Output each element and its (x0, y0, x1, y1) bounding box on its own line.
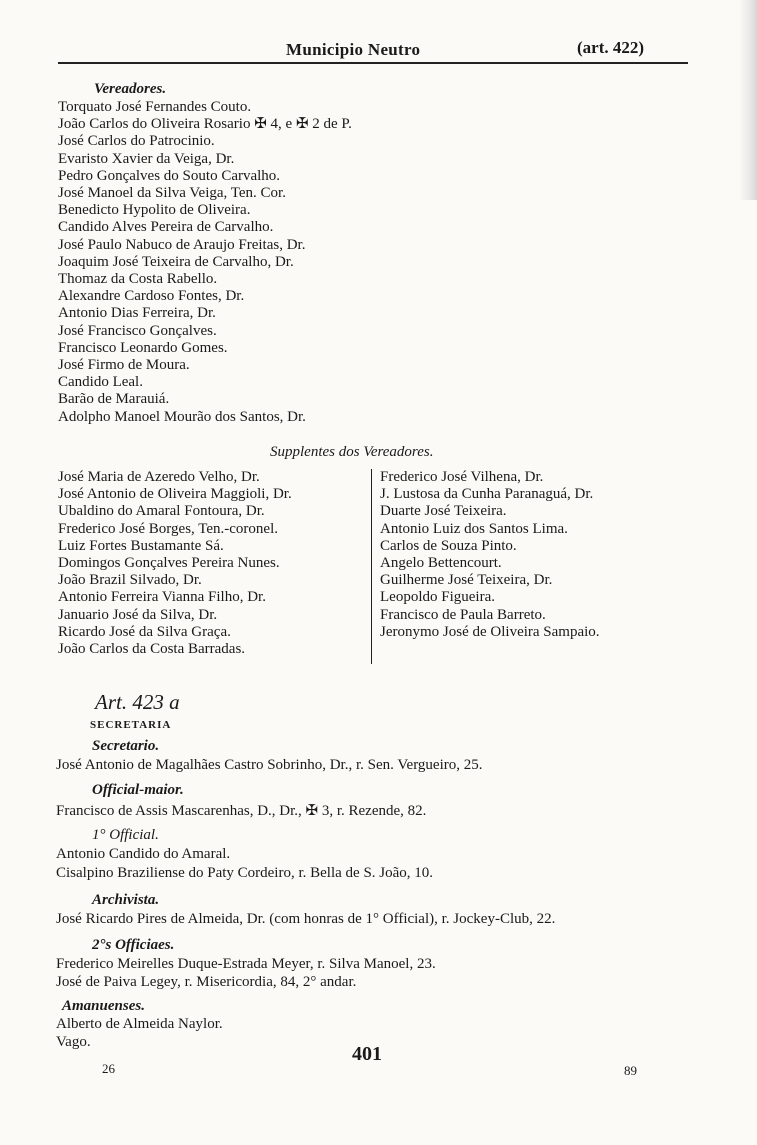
primeiro-official-label: 1° Official. (92, 827, 159, 843)
vereadores-list (58, 99, 352, 426)
archivista-label: Archivista. (92, 892, 160, 908)
list-item: Adolpho Manoel Mourão dos Santos, Dr. (58, 408, 306, 425)
amanuenses-label: Amanuenses. (62, 998, 145, 1014)
list-item: Leopoldo Figueira. (380, 589, 495, 606)
footer-left-number: 26 (102, 1061, 115, 1076)
list-item: Torquato José Fernandes Couto. (58, 99, 252, 115)
list-item: Frederico José Vilhena, Dr. (380, 469, 544, 485)
footer-right-number: 89 (624, 1063, 637, 1078)
list-item: Frederico Meirelles Duque-Estrada Meyer, r. Silva Manoel, 23. (56, 956, 436, 972)
page-number: 401 (352, 1043, 382, 1065)
list-item: Antonio Ferreira Vianna Filho, Dr. (58, 589, 266, 606)
list-item: Francisco Leonardo Gomes. (58, 339, 228, 356)
list-item: José Manoel da Silva Veiga, Ten. Cor. (58, 185, 286, 202)
header-title: Municipio Neutro (286, 40, 421, 59)
list-item: João Carlos do Oliveira Rosario ✠ 4, e ✠ 2 de P. (58, 116, 352, 133)
list-item: Candido Alves Pereira de Carvalho. (58, 219, 274, 236)
list-item: Frederico José Borges, Ten.-coronel. (58, 520, 279, 537)
list-item: José Francisco Gonçalves. (58, 322, 217, 339)
list-item: João Brazil Silvado, Dr. (58, 572, 202, 589)
list-item: Benedicto Hypolito de Oliveira. (58, 202, 251, 219)
secretario-entry: José Antonio de Magalhães Castro Sobrinho, Dr., r. Sen. Vergueiro, 25. (56, 757, 483, 773)
list-item: Guilherme José Teixeira, Dr. (380, 572, 553, 589)
list-item: Evaristo Xavier da Veiga, Dr. (58, 150, 235, 167)
page-edge-shadow (739, 0, 757, 200)
supplentes-heading: Supplentes dos Vereadores. (270, 444, 434, 460)
list-item: Francisco de Paula Barreto. (380, 606, 546, 623)
section-title: SECRETARIA (90, 719, 172, 731)
list-item: Antonio Candido do Amaral. (56, 846, 231, 862)
official-maior-label: Official-maior. (92, 782, 184, 798)
list-item: J. Lustosa da Cunha Paranaguá, Dr. (380, 486, 594, 503)
list-item: Alberto de Almeida Naylor. (56, 1016, 223, 1032)
list-item: Carlos de Souza Pinto. (380, 537, 517, 554)
list-item: Luiz Fortes Bustamante Sá. (58, 537, 224, 554)
list-item: Duarte José Teixeira. (380, 503, 507, 520)
list-item: Ricardo José da Silva Graça. (58, 623, 231, 640)
official-maior-entry: Francisco de Assis Mascarenhas, D., Dr., ✠ 3, r. Rezende, 82. (56, 803, 427, 819)
list-item: José Maria de Azeredo Velho, Dr. (58, 469, 260, 485)
list-item: Cisalpino Braziliense do Paty Cordeiro, r. Bella de S. João, 10. (56, 865, 434, 881)
list-item: Domingos Gonçalves Pereira Nunes. (58, 555, 280, 572)
header-article: (art. 422) (577, 38, 645, 57)
list-item: José Paulo Nabuco de Araujo Freitas, Dr. (58, 236, 306, 253)
list-item: Ubaldino do Amaral Fontoura, Dr. (58, 503, 265, 520)
list-item: João Carlos da Costa Barradas. (58, 641, 246, 658)
list-item: José Antonio de Oliveira Maggioli, Dr. (58, 486, 292, 503)
list-item: Alexandre Cardoso Fontes, Dr. (58, 288, 245, 305)
archivista-entry: José Ricardo Pires de Almeida, Dr. (com honras de 1° Official), r. Jockey-Club, 22. (56, 911, 556, 927)
list-item: Barão de Marauiá. (58, 391, 170, 408)
list-item: José Carlos do Patrocinio. (58, 133, 215, 150)
list-item: Pedro Gonçalves do Souto Carvalho. (58, 167, 281, 184)
list-item: Joaquim José Teixeira de Carvalho, Dr. (58, 253, 294, 270)
list-item: José de Paiva Legey, r. Misericordia, 84, 2° andar. (56, 974, 357, 990)
list-item: Januario José da Silva, Dr. (58, 606, 218, 623)
list-item: Candido Leal. (58, 374, 143, 391)
segundos-officiaes-label: 2°s Officiaes. (92, 937, 175, 953)
list-item: Thomaz da Costa Rabello. (58, 271, 218, 288)
secretario-label: Secretario. (92, 738, 160, 754)
supplentes-right-column (380, 469, 600, 641)
article-title: Art. 423 a (95, 690, 180, 714)
list-item: Vago. (56, 1034, 91, 1050)
list-item: José Firmo de Moura. (58, 357, 190, 374)
header-rule (58, 62, 688, 64)
column-divider (371, 469, 372, 664)
supplentes-left-column (58, 469, 292, 658)
list-item: Angelo Bettencourt. (380, 555, 502, 572)
list-item: Antonio Dias Ferreira, Dr. (58, 305, 216, 322)
list-item: Jeronymo José de Oliveira Sampaio. (380, 623, 600, 640)
vereadores-heading: Vereadores. (94, 81, 167, 97)
list-item: Antonio Luiz dos Santos Lima. (380, 520, 568, 537)
